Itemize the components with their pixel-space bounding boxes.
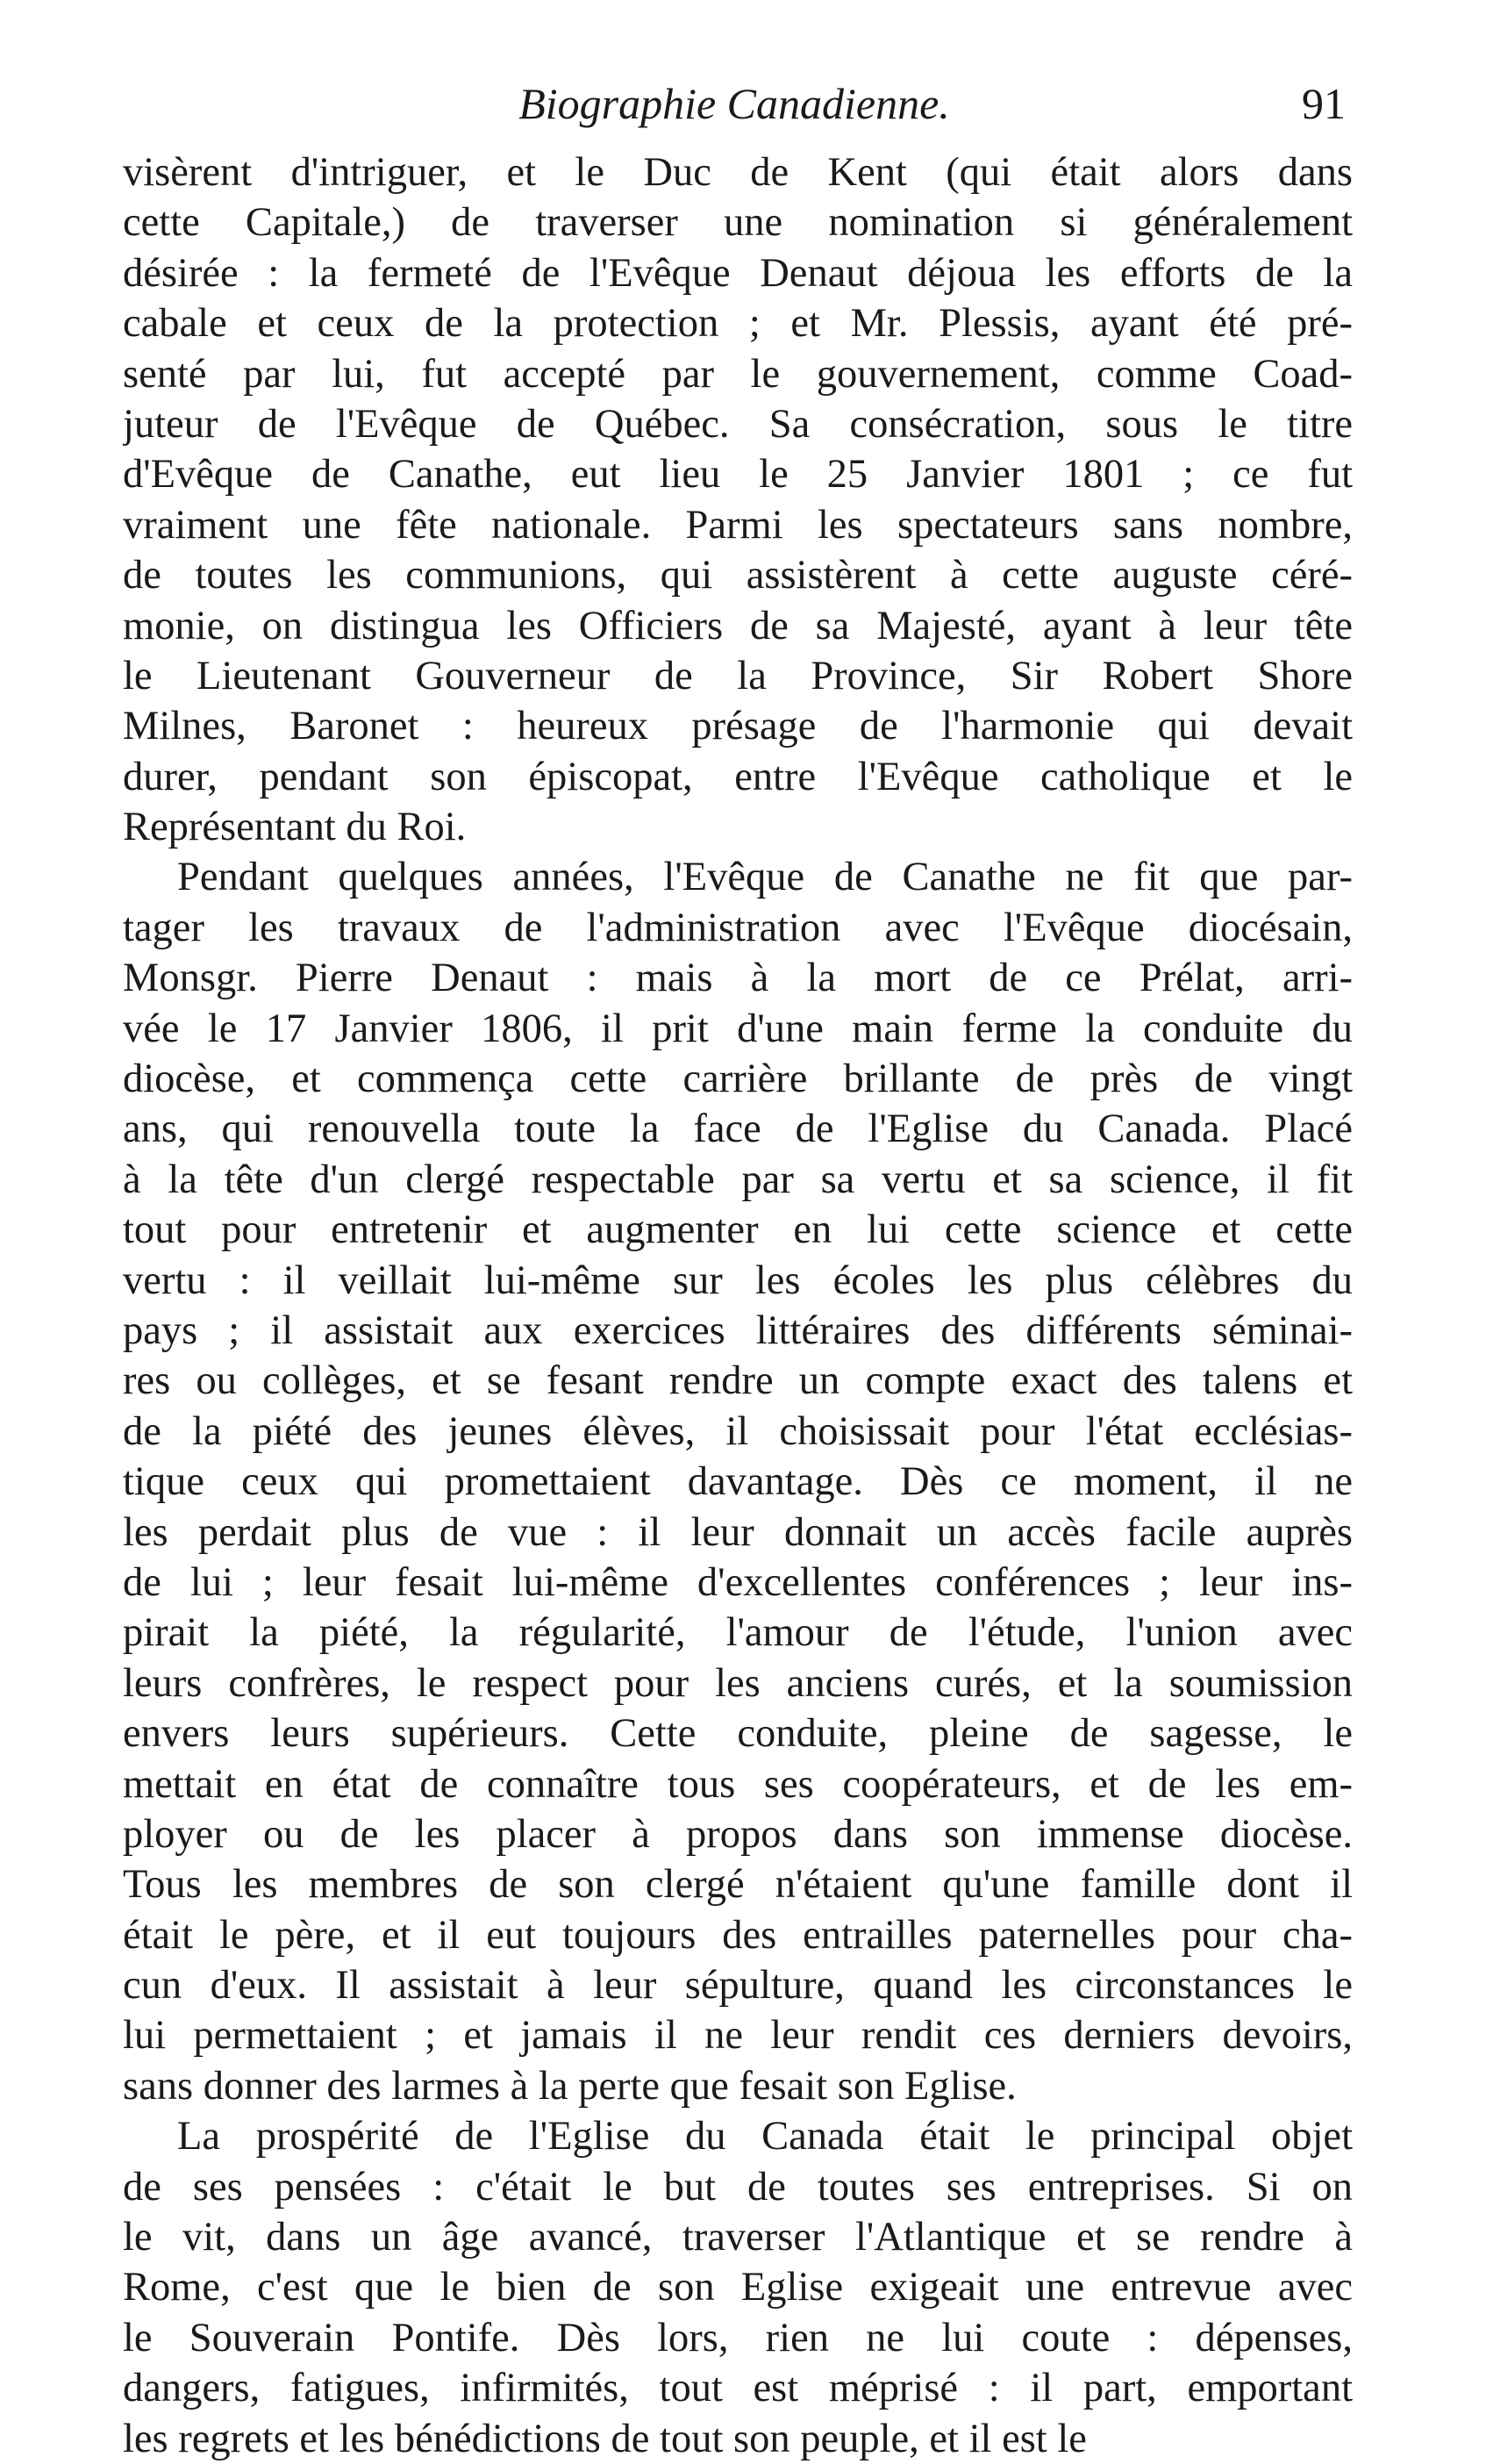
text-line: tout pour entretenir et augmenter en lui cette science et cette — [123, 1207, 1353, 1253]
text-line: de toutes les communions, qui assistèrent à cette auguste céré- — [123, 553, 1353, 598]
text-line: Tous les membres de son clergé n'étaient qu'une famille dont il — [123, 1862, 1353, 1908]
text-line: à la tête d'un clergé respectable par sa vertu et sa science, il fit — [123, 1157, 1353, 1202]
text-line: leurs confrères, le respect pour les anciens curés, et la soumission — [123, 1660, 1353, 1706]
text-line: juteur de l'Evêque de Québec. Sa consécration, sous le titre — [123, 401, 1353, 447]
text-line: cun d'eux. Il assistait à leur sépulture, quand les circonstances le — [123, 1963, 1353, 2009]
text-line: ployer ou de les placer à propos dans son immense diocèse. — [123, 1811, 1353, 1857]
page-header — [123, 68, 1346, 139]
text-line: le Souverain Pontife. Dès lors, rien ne lui coute : dépenses, — [123, 2315, 1353, 2360]
text-line: cabale et ceux de la protection ; et Mr. Plessis, ayant été pré- — [123, 301, 1353, 347]
text-line: le Lieutenant Gouverneur de la Province, Sir Robert Shore — [123, 653, 1353, 698]
text-line: de la piété des jeunes élèves, il choisissait pour l'état ecclésias- — [123, 1408, 1353, 1454]
text-line: senté par lui, fut accepté par le gouvernement, comme Coad- — [123, 351, 1353, 397]
text-line: res ou collèges, et se fesant rendre un compte exact des talens et — [123, 1358, 1353, 1404]
text-line: d'Evêque de Canathe, eut lieu le 25 Janvier 1801 ; ce fut — [123, 452, 1353, 498]
text-line: tique ceux qui promettaient davantage. Dès ce moment, il ne — [123, 1459, 1353, 1505]
text-line: diocèse, et commença cette carrière brillante de près de vingt — [123, 1057, 1353, 1102]
text-line: vée le 17 Janvier 1806, il prit d'une main ferme la conduite du — [123, 1006, 1353, 1051]
text-line: vertu : il veillait lui-même sur les écoles les plus célèbres du — [123, 1257, 1353, 1303]
text-line: désirée : la fermeté de l'Evêque Denaut déjoua les efforts de la — [123, 250, 1353, 296]
body-text — [123, 147, 1353, 2464]
text-line: envers leurs supérieurs. Cette conduite, pleine de sagesse, le — [123, 1711, 1353, 1757]
paragraph — [123, 147, 1353, 852]
text-line: tager les travaux de l'administration avec l'Evêque diocésain, — [123, 905, 1353, 950]
text-line: durer, pendant son épiscopat, entre l'Evêque catholique et le — [123, 754, 1353, 799]
text-line: La prospérité de l'Eglise du Canada était le principal objet — [177, 2114, 1353, 2160]
text-line: les regrets et les bénédictions de tout son peuple, et il est le — [123, 2416, 1087, 2461]
text-line: monie, on distingua les Officiers de sa Majesté, ayant à leur tête — [123, 603, 1353, 648]
text-line: visèrent d'intriguer, et le Duc de Kent (qui était alors dans — [123, 150, 1353, 195]
text-line: sans donner des larmes à la perte que fesait son Eglise. — [123, 2063, 1017, 2109]
text-line: de lui ; leur fesait lui-même d'excellentes conférences ; leur ins- — [123, 1559, 1353, 1605]
paragraph — [123, 2111, 1353, 2464]
text-line: vraiment une fête nationale. Parmi les spectateurs sans nombre, — [123, 502, 1353, 548]
text-line: cette Capitale,) de traverser une nomination si généralement — [123, 200, 1353, 246]
page-number: 91 — [1302, 79, 1346, 128]
text-line: Pendant quelques années, l'Evêque de Canathe ne fit que par- — [177, 855, 1353, 900]
text-line: pirait la piété, la régularité, l'amour de l'étude, l'union avec — [123, 1610, 1353, 1656]
text-line: était le père, et il eut toujours des entrailles paternelles pour cha- — [123, 1912, 1353, 1958]
text-line: les perdait plus de vue : il leur donnait un accès facile auprès — [123, 1509, 1353, 1555]
text-line: Monsgr. Pierre Denaut : mais à la mort de ce Prélat, arri- — [123, 956, 1353, 1001]
paragraph — [123, 852, 1353, 2111]
text-line: de ses pensées : c'était le but de toutes ses entreprises. Si on — [123, 2164, 1353, 2210]
text-line: Représentant du Roi. — [123, 805, 467, 850]
text-line: le vit, dans un âge avancé, traverser l'Atlantique et se rendre à — [123, 2215, 1353, 2260]
text-line: dangers, fatigues, infirmités, tout est méprisé : il part, emportant — [123, 2366, 1353, 2411]
text-line: mettait en état de connaître tous ses coopérateurs, et de les em- — [123, 1761, 1353, 1807]
text-line: Milnes, Baronet : heureux présage de l'harmonie qui devait — [123, 704, 1353, 749]
running-title: Biographie Canadienne. — [518, 79, 950, 128]
text-line: lui permettaient ; et jamais il ne leur rendit ces derniers devoirs, — [123, 2013, 1353, 2059]
text-line: pays ; il assistait aux exercices littéraires des différents séminai- — [123, 1307, 1353, 1353]
text-line: ans, qui renouvella toute la face de l'Eglise du Canada. Placé — [123, 1107, 1353, 1152]
text-line: Rome, c'est que le bien de son Eglise exigeait une entrevue avec — [123, 2265, 1353, 2310]
